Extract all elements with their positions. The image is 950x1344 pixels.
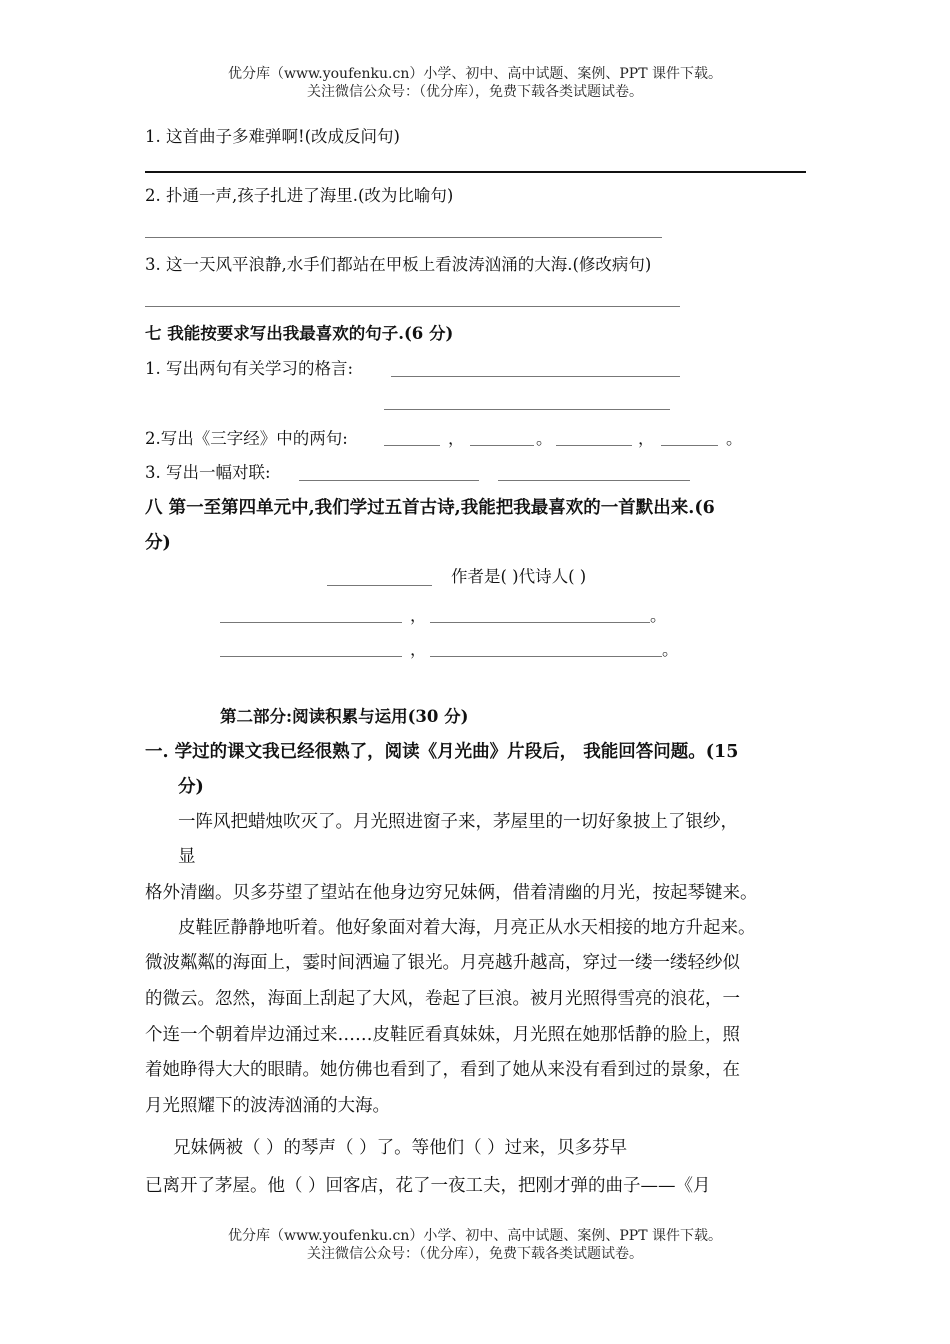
page-footer-line-2: 关注微信公众号：（优分库），免费下载各类试题试卷。 xyxy=(307,1246,643,1262)
passage-line-2: 显 xyxy=(178,847,196,867)
page-footer-line-1: 优分库（www.youfenku.cn）小学、初中、高中试题、案例、PPT 课件下载。 xyxy=(227,1228,722,1244)
rewrite-question-2: 2. 扑通一声,孩子扎进了海里.(改为比喻句) xyxy=(145,186,454,205)
page-header-line-1: 优分库（www.youfenku.cn）小学、初中、高中试题、案例、PPT 课件下载。 xyxy=(227,66,722,82)
sanzijing-blank-2 xyxy=(470,445,534,446)
poem-line-2-blank-a xyxy=(220,656,402,657)
section-eight-title-line-1: 八 第一至第四单元中,我们学过五首古诗,我能把我最喜欢的一首默出来.(6 xyxy=(145,498,715,518)
page-header-line-2: 关注微信公众号：（优分库），免费下载各类试题试卷。 xyxy=(307,84,643,100)
couplet-blank-1 xyxy=(299,480,479,481)
couplet-question-label: 3. 写出一幅对联: xyxy=(145,463,271,482)
sanzijing-blank-1 xyxy=(384,445,440,446)
sanzijing-comma-2: ， xyxy=(638,429,655,448)
passage-line-3: 格外清幽。贝多芬望了望站在他身边穷兄妹俩，借着清幽的月光，按起琴键来。 xyxy=(145,883,758,903)
rewrite-question-1: 1. 这首曲子多难弹啊!(改成反问句) xyxy=(145,127,400,146)
motto-answer-line-1 xyxy=(391,376,680,377)
passage-line-9: 月光照耀下的波涛汹涌的大海。 xyxy=(145,1096,390,1116)
passage-line-7: 个连一个朝着岸边涌过来……皮鞋匠看真妹妹，月光照在她那恬静的脸上，照 xyxy=(145,1025,740,1045)
sanzijing-period-2: 。 xyxy=(726,429,743,448)
poem-author-prompt: 作者是( )代诗人( ) xyxy=(451,567,587,586)
answer-line-2 xyxy=(145,237,662,238)
passage-line-6: 的微云。忽然，海面上刮起了大风，卷起了巨浪。被月光照得雪亮的浪花，一 xyxy=(145,989,740,1009)
answer-line-thick xyxy=(145,171,806,173)
answer-line-3 xyxy=(145,306,680,307)
sanzijing-question-label: 2.写出《三字经》中的两句: xyxy=(145,429,348,448)
reading-question-line-2: 分) xyxy=(178,777,204,797)
rewrite-question-3: 3. 这一天风平浪静,水手们都站在甲板上看波涛汹涌的大海.(修改病句) xyxy=(145,255,652,274)
poem-line-1-period: 。 xyxy=(650,606,667,625)
motto-question-label: 1. 写出两句有关学习的格言: xyxy=(145,359,354,378)
section-seven-title: 七 我能按要求写出我最喜欢的句子.(6 分) xyxy=(145,324,454,343)
poem-line-1-blank-a xyxy=(220,622,402,623)
passage-line-4: 皮鞋匠静静地听着。他好象面对着大海，月亮正从水天相接的地方升起来。 xyxy=(178,918,756,938)
passage-line-10: 兄妹俩被（ ）的琴声（ ）了。等他们（ ）过来，贝多芬早 xyxy=(173,1138,628,1158)
section-eight-title-line-2: 分) xyxy=(145,533,171,553)
sanzijing-comma-1: ， xyxy=(448,429,465,448)
reading-question-line-1: 一. 学过的课文我已经很熟了，阅读《月光曲》片段后， 我能回答问题。(15 xyxy=(145,742,739,762)
poem-line-1-blank-b xyxy=(430,622,650,623)
poem-title-blank xyxy=(327,585,432,586)
couplet-blank-2 xyxy=(498,480,690,481)
passage-line-8: 着她睁得大大的眼睛。她仿佛也看到了，看到了她从来没有看到过的景象，在 xyxy=(145,1060,740,1080)
passage-line-5: 微波粼粼的海面上，霎时间洒遍了银光。月亮越升越高，穿过一缕一缕轻纱似 xyxy=(145,953,740,973)
motto-answer-line-2 xyxy=(384,409,670,410)
part-two-title: 第二部分:阅读积累与运用(30 分) xyxy=(220,707,469,726)
poem-line-1-comma: ， xyxy=(410,606,427,625)
poem-line-2-blank-b xyxy=(430,656,662,657)
poem-line-2-period: 。 xyxy=(662,640,679,659)
passage-line-11: 已离开了茅屋。他（ ）回客店，花了一夜工夫，把刚才弹的曲子——《月 xyxy=(145,1176,711,1196)
poem-line-2-comma: ， xyxy=(410,640,427,659)
sanzijing-blank-4 xyxy=(661,445,718,446)
passage-line-1: 一阵风把蜡烛吹灭了。月光照进窗子来，茅屋里的一切好象披上了银纱， xyxy=(178,812,738,832)
sanzijing-blank-3 xyxy=(556,445,632,446)
sanzijing-period-1: 。 xyxy=(536,429,553,448)
